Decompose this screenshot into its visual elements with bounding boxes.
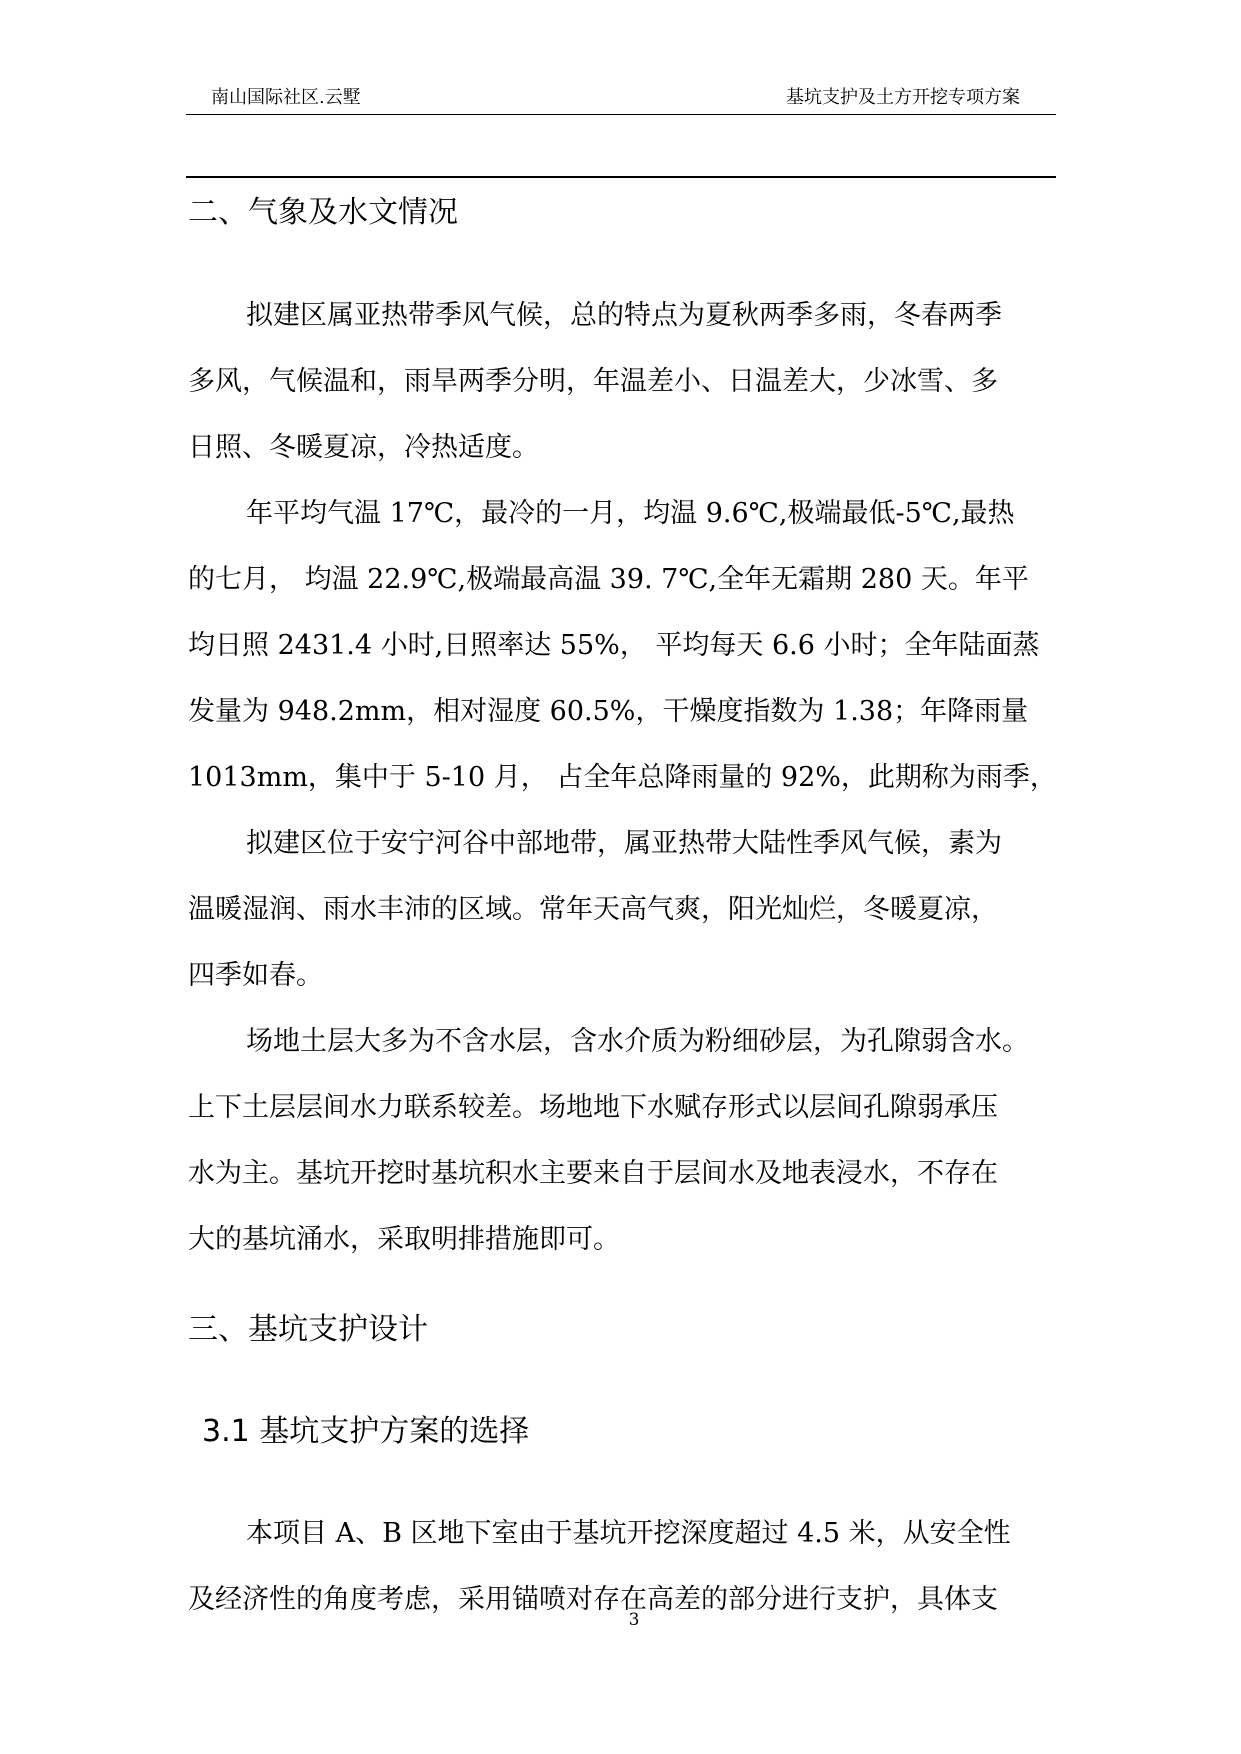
text-line: 日照、冬暖夏凉，冷热适度。 — [188, 432, 539, 463]
text-line: 及经济性的角度考虑，采用锚喷对存在高差的部分进行支护，具体支 — [188, 1584, 998, 1615]
section-3-heading: 三、基坑支护设计 — [188, 1312, 428, 1347]
header-project-name: 南山国际社区.云墅 — [211, 87, 361, 108]
text-line: 温暖湿润、雨水丰沛的区域。常年天高气爽，阳光灿烂，冬暖夏凉， — [188, 894, 998, 925]
header-rule — [186, 114, 1056, 115]
text-line: 场地土层大多为不含水层，含水介质为粉细砂层，为孔隙弱含水。 — [246, 1026, 1029, 1057]
header-document-title: 基坑支护及土方开挖专项方案 — [786, 87, 1020, 108]
text-line: 发量为 948.2mm，相对湿度 60.5%，干燥度指数为 1.38；年降雨量 — [188, 696, 1029, 727]
paragraph-temperature — [188, 481, 1056, 811]
text-line: 均日照 2431.4 小时,日照率达 55%， 平均每天 6.6 小时；全年陆面蒸 — [188, 630, 1040, 661]
text-line: 本项目 A、B 区地下室由于基坑开挖深度超过 4.5 米，从安全性 — [246, 1518, 1011, 1549]
text-line: 1013mm，集中于 5-10 月， 占全年总降雨量的 92%，此期称为雨季， — [188, 762, 1057, 793]
subsection-3-1-heading: 3.1 基坑支护方案的选择 — [202, 1414, 530, 1449]
text-line: 拟建区属亚热带季风气候，总的特点为夏秋两季多雨，冬春两季 — [246, 300, 1002, 331]
paragraph-location — [188, 811, 1056, 1009]
text-line: 年平均气温 17℃，最冷的一月，均温 9.6℃,极端最低-5℃,最热 — [246, 498, 1015, 529]
text-line: 拟建区位于安宁河谷中部地带，属亚热带大陆性季风气候，素为 — [246, 828, 1002, 859]
text-line: 四季如春。 — [188, 960, 323, 991]
section-top-rule — [186, 176, 1056, 178]
text-line: 大的基坑涌水，采取明排措施即可。 — [188, 1224, 620, 1255]
section-2-heading: 二、气象及水文情况 — [188, 195, 458, 230]
page-number: 3 — [628, 1610, 640, 1630]
paragraph-hydrology — [188, 1009, 1056, 1273]
text-line: 的七月， 均温 22.9℃,极端最高温 39. 7℃,全年无霜期 280 天。年平 — [188, 564, 1029, 595]
text-line: 多风，气候温和，雨旱两季分明，年温差小、日温差大，少冰雪、多 — [188, 366, 998, 397]
text-line: 水为主。基坑开挖时基坑积水主要来自于层间水及地表浸水，不存在 — [188, 1158, 998, 1189]
text-line: 上下土层层间水力联系较差。场地地下水赋存形式以层间孔隙弱承压 — [188, 1092, 998, 1123]
paragraph-climate — [188, 283, 1056, 481]
